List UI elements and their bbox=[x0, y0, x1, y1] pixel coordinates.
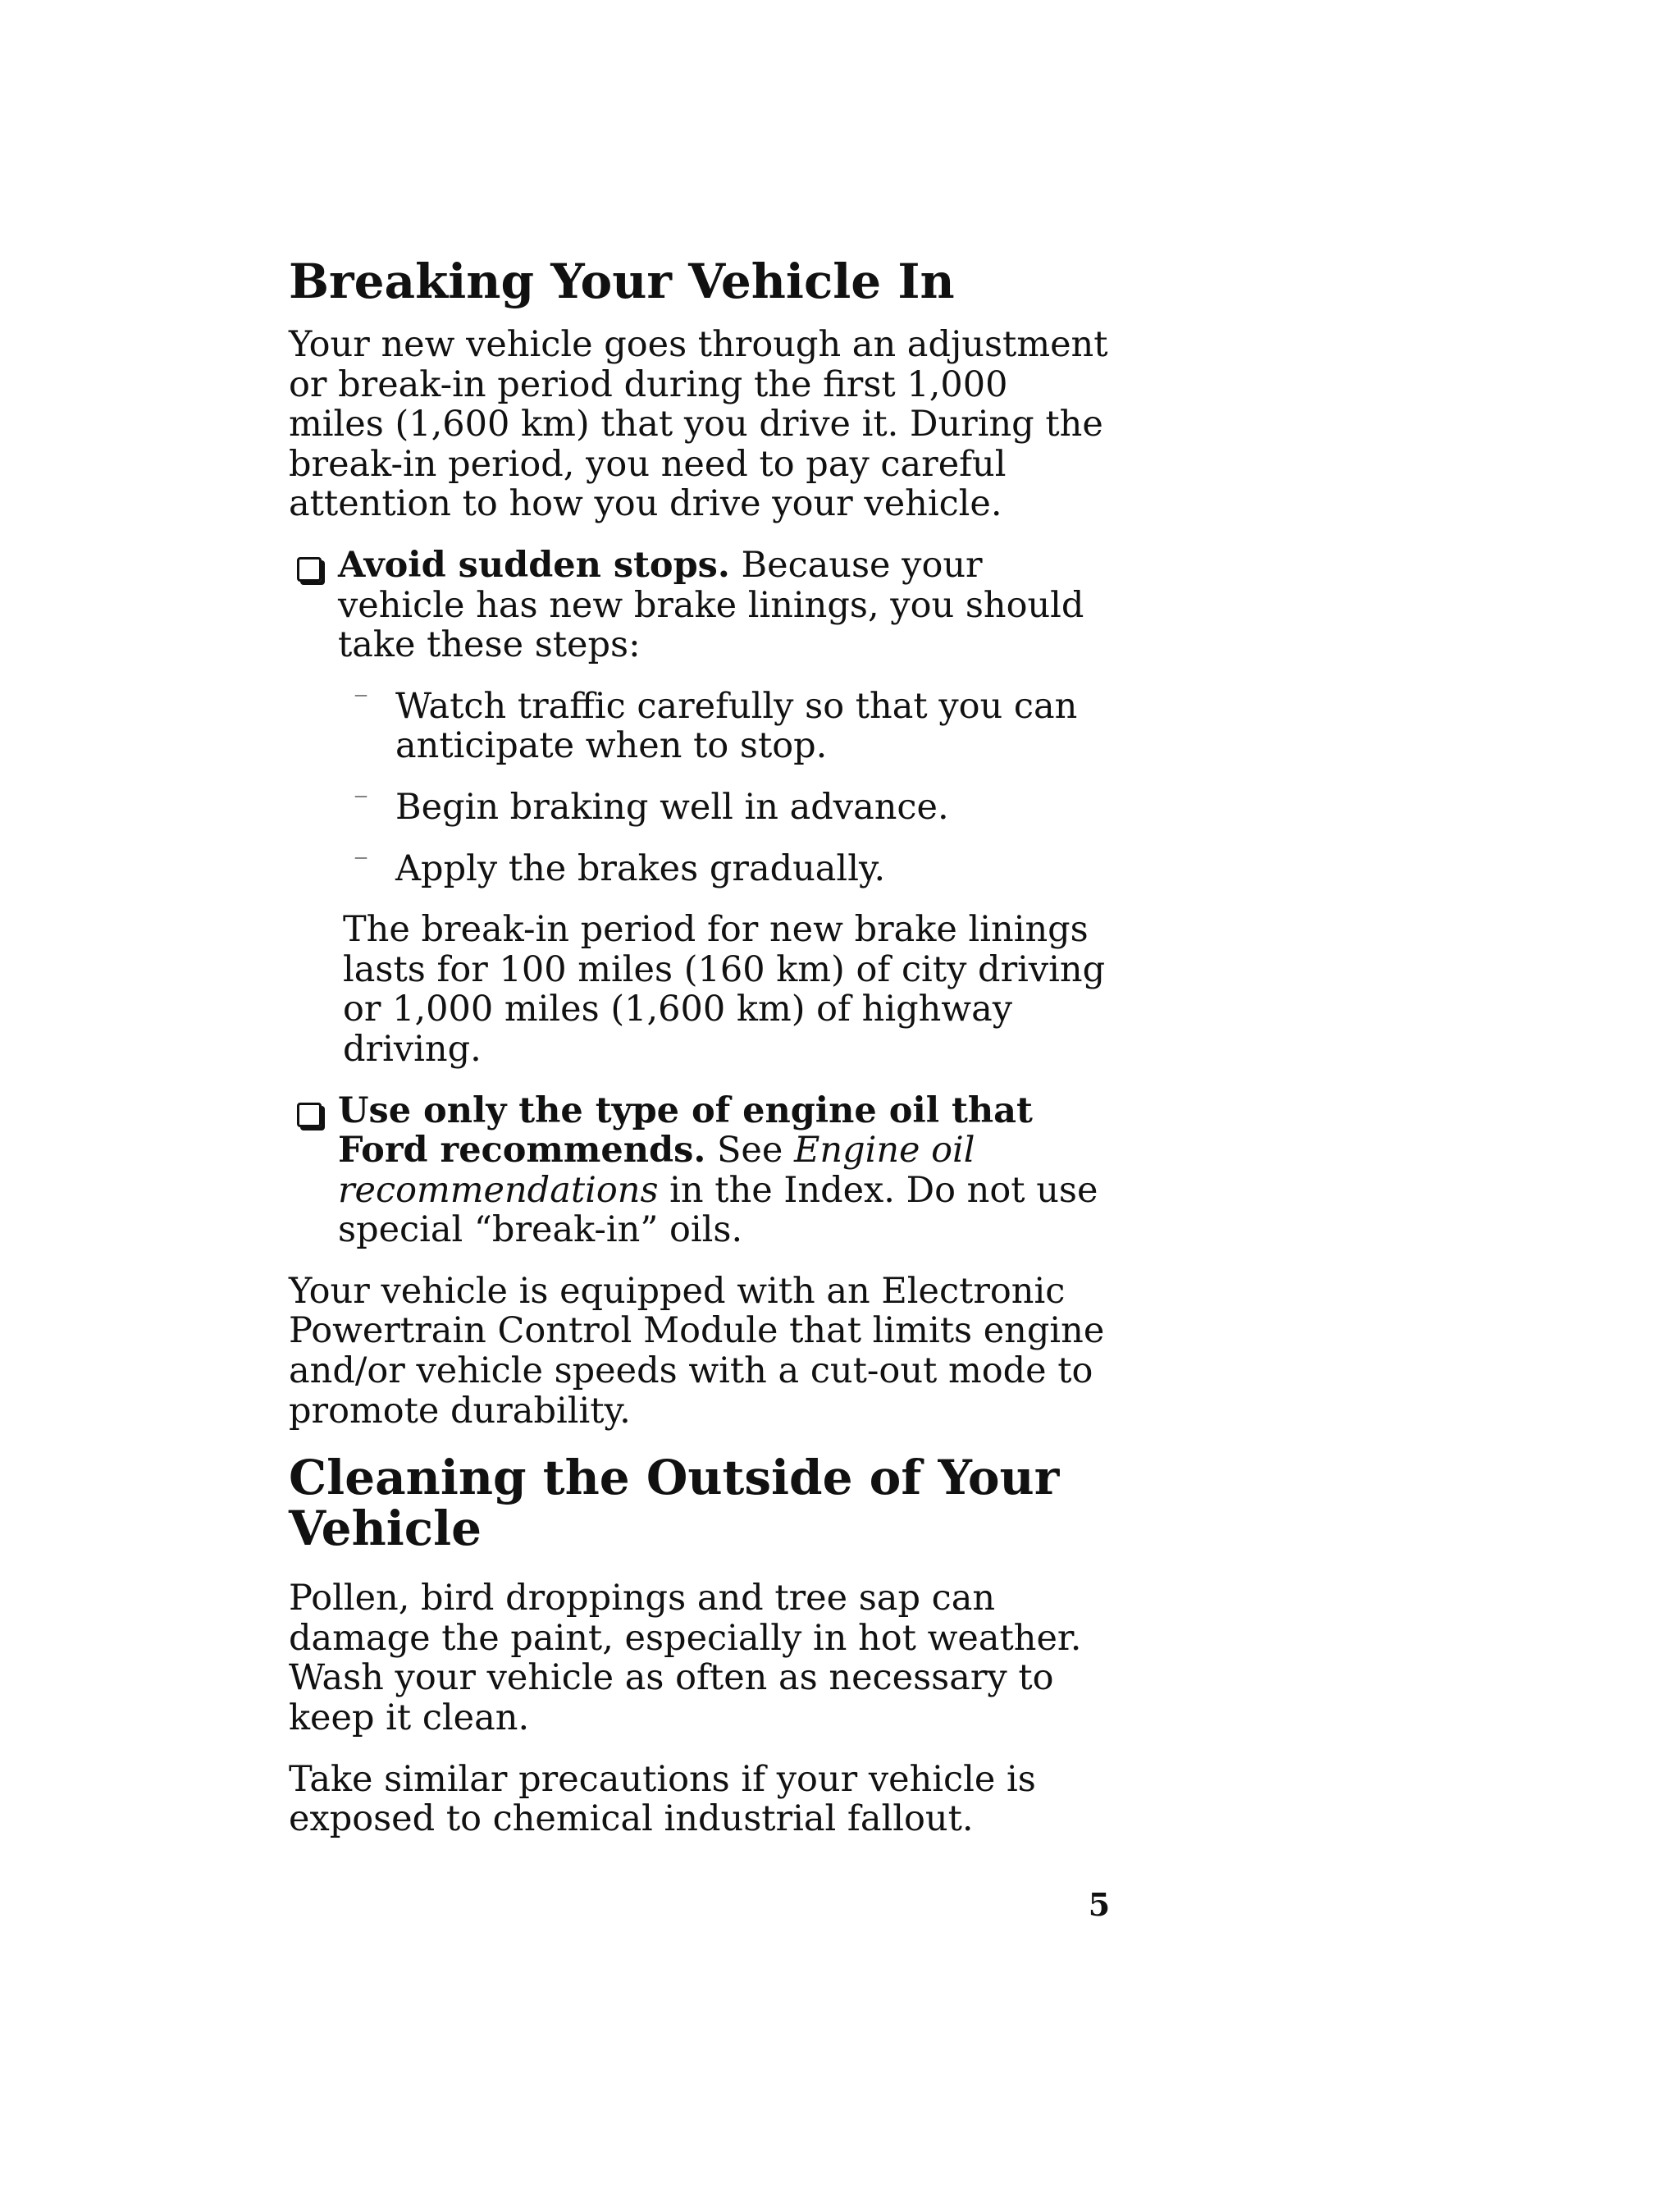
step-text: Watch traffic carefully so that you can anticipate when to stop. bbox=[395, 685, 1078, 767]
pcm-note: Your vehicle is equipped with an Electronic Powertrain Control Module that limits engine and/or vehicle speeds with a cut-out mode to promote durability. bbox=[289, 1270, 1105, 1432]
fallout-paragraph: Take similar precautions if your vehicle is exposed to chemical industrial fallout. bbox=[289, 1758, 1036, 1840]
cleaning-paragraph: Pollen, bird droppings and tree sap can damage the paint, especially in hot weather. Wash your vehicle as often as necessary to keep it clean. bbox=[289, 1578, 1082, 1739]
index-reference: Engine oil recommendations bbox=[338, 1130, 975, 1211]
em-dash: — bbox=[354, 686, 368, 702]
step-text: Apply the brakes gradually. bbox=[395, 847, 886, 889]
step-item bbox=[289, 788, 1112, 828]
bullet-body-part: See bbox=[705, 1130, 794, 1172]
bullet-bold-lead: Use only the type of engine oil that Ford recommends. bbox=[338, 1089, 1033, 1172]
brake-linings-note: The break-in period for new brake linings lasts for 100 miles (160 km) of city driving or 1,000 miles (1,600 km) of highway driving. bbox=[343, 909, 1106, 1070]
em-dash: — bbox=[354, 787, 368, 803]
bullet-text bbox=[338, 546, 1112, 665]
step-text: Begin braking well in advance. bbox=[395, 786, 949, 828]
checkbox-bullet-icon bbox=[297, 1103, 322, 1127]
step-item bbox=[289, 687, 1112, 766]
bullet-text bbox=[338, 1091, 1112, 1250]
page-number: 5 bbox=[1088, 1886, 1111, 1923]
bullet-body-part: in the Index. Do not use special “break-in” oils. bbox=[338, 1169, 1098, 1251]
em-dash: — bbox=[354, 848, 368, 865]
section-heading-cleaning: Cleaning the Outside of Your Vehicle bbox=[289, 1450, 1060, 1557]
step-item bbox=[289, 849, 1112, 889]
bullet-engine-oil bbox=[289, 1091, 1112, 1250]
breaking-in-intro: Your new vehicle goes through an adjustment or break-in period during the first 1,000 miles (1,600 km) that you drive it. During the break-in period, you need to pay careful attention to how you drive your vehicle. bbox=[289, 324, 1108, 525]
bullet-avoid-sudden-stops bbox=[289, 546, 1112, 665]
manual-page bbox=[289, 256, 1112, 1861]
checkbox-bullet-icon bbox=[297, 557, 322, 582]
section-heading-breaking-in: Breaking Your Vehicle In bbox=[289, 254, 955, 309]
bullet-body: Because your vehicle has new brake linings, you should take these steps: bbox=[338, 544, 1084, 666]
bullet-bold-lead: Avoid sudden stops. bbox=[338, 544, 730, 586]
